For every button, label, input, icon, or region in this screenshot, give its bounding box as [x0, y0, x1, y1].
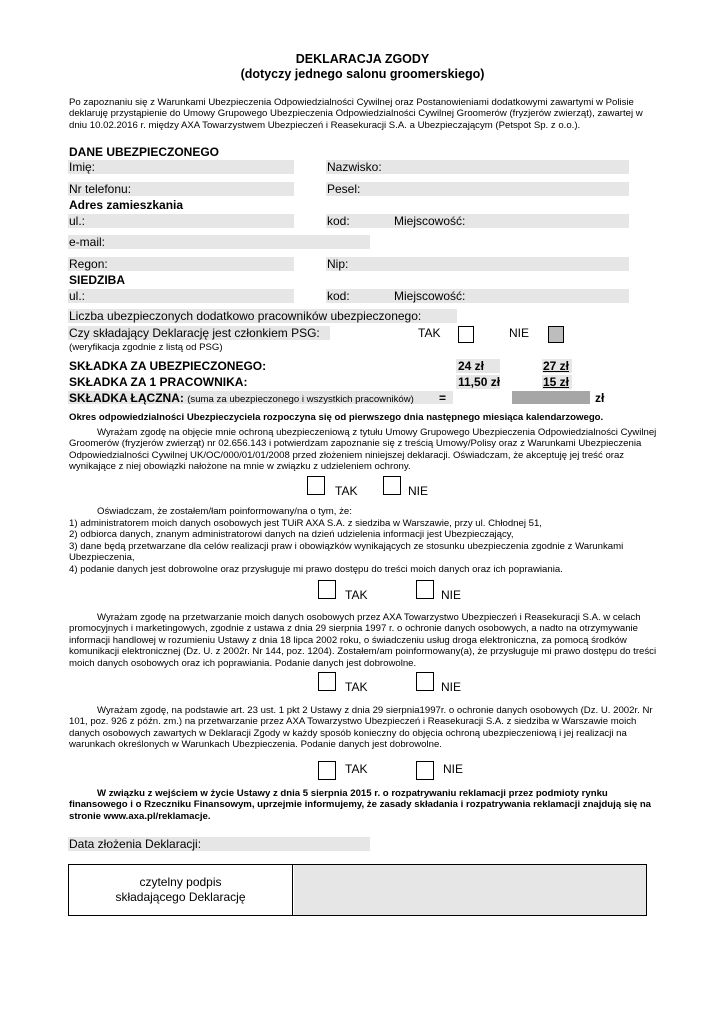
first-name-field[interactable] — [68, 160, 294, 174]
consent-1-text: Wyrażam zgodę na objęcie mnie ochroną ubezpieczeniową z tytułu Umowy Grupowego Ubezpieczenia Odpowiedzialności Cywilnej Groomerów (fryzjerów zwierząt) nr 02.656.143 i potwierdzam zapoznanie się z treścią Umowy/Polisy oraz z Warunkami Ubezpieczenia Odpowiedzialności Cywilnej UK/OC/000/01/01/2008 przed złożeniem niniejszej deklaracji. Oświadczam, że akceptuję jej treść oraz wynikające z niej obowiązki nałożone na mnie w związku z udzieleniem ochrony. — [69, 427, 657, 473]
surname-label: Nazwisko: — [327, 160, 382, 174]
signature-field[interactable] — [294, 865, 646, 915]
consent-3-no-label: NIE — [441, 680, 462, 694]
consent-2-no-label: NIE — [441, 588, 462, 602]
pesel-field[interactable] — [326, 182, 629, 196]
consent-1-no-checkbox[interactable] — [383, 476, 401, 495]
date-label: Data złożenia Deklaracji: — [69, 837, 202, 851]
email-label: e-mail: — [69, 235, 106, 249]
psg-no-label: NIE — [509, 326, 530, 340]
street-label: ul.: — [69, 214, 86, 228]
street-field[interactable] — [68, 214, 294, 228]
consent-4-yes-checkbox[interactable] — [318, 761, 336, 780]
consent-2-yes-label: TAK — [345, 588, 368, 602]
complaints-notice: W związku z wejściem w życie Ustawy z dnia 5 sierpnia 2015 r. o rozpatrywaniu reklamacji przez podmioty rynku finansowego i o Rzeczniku Finansowym, uprzejmie informujemy, że zasady składania i rozpatrywania reklamacji znajdują się na stronie www.axa.pl/reklamacje. — [69, 788, 652, 822]
employees-count-label: Liczba ubezpieczonych dodatkowo pracowników ubezpieczonego: — [69, 309, 422, 323]
consent-3-yes-checkbox[interactable] — [318, 672, 336, 691]
intro-paragraph: Po zapoznaniu się z Warunkami Ubezpieczenia Odpowiedzialności Cywilnej oraz Postanowieniami dodatkowymi zawartymi w Polisie deklaruję przystąpienie do Umowy Grupowego Ubezpieczenia Odpowiedzialności Cywilnej Groomerów (fryzjerów zwierząt), zawartej w dniu 10.02.2016 r. między AXA Towarzystwem Ubezpieczeń i Reasekuracji S.A. a Ubezpieczającym (Petspot Sp. z o.o.). — [69, 97, 643, 131]
address-title: Adres zamieszkania — [69, 198, 184, 212]
nip-field[interactable] — [326, 257, 629, 271]
premium-insured-label: SKŁADKA ZA UBEZPIECZONEGO: — [69, 359, 267, 373]
premium-total-currency: zł — [595, 391, 605, 405]
consent-1-no-label: NIE — [408, 484, 429, 498]
premium-insured-value-2: 27 zł — [543, 359, 570, 373]
consent-1-yes-checkbox[interactable] — [307, 476, 325, 495]
postcode-city-field[interactable] — [326, 214, 629, 228]
premium-total-note: (suma za ubezpieczonego i wszystkich pracowników) — [187, 394, 414, 405]
consent-3-yes-label: TAK — [345, 680, 368, 694]
postcode-label: kod: — [327, 214, 350, 228]
psg-yes-label: TAK — [418, 326, 441, 340]
consent-2-no-checkbox[interactable] — [416, 580, 434, 599]
premium-total-label — [69, 391, 414, 405]
city-label: Miejscowość: — [394, 214, 466, 228]
premium-employee-label: SKŁADKA ZA 1 PRACOWNIKA: — [69, 375, 248, 389]
seat-city-label: Miejscowość: — [394, 289, 466, 303]
psg-no-checkbox[interactable] — [548, 326, 564, 343]
signature-label-line-1: czytelny podpis — [139, 875, 222, 889]
consent-3-text: Wyrażam zgodę na przetwarzanie moich danych osobowych przez AXA Towarzystwo Ubezpieczeń i Reasekuracji S.A. w celach promocyjnych i marketingowych, zgodnie z ustawa z dnia 29 sierpnia 1997 r. o ochronie danych osobowych, a nadto na otrzymywanie informacji handlowej w rozumieniu Ustawy z dnia 18 lipca 2002 roku, o świadczeniu usług droga elektroniczna, za pomocą środków komunikacji elektronicznej (Dz. U. z 2002r. Nr 144, poz. 1204). Zostałem/am poinformowany(a), że przysługuje mi prawo dostępu do treści moich danych osobowych oraz ich poprawiania. Podanie danych jest dobrowolne. — [69, 612, 657, 669]
seat-postcode-label: kod: — [327, 289, 350, 303]
consent-2-item: 4) podanie danych jest dobrowolne oraz przysługuje mi prawo dostępu do treści moich danych oraz ich poprawiania. — [69, 563, 563, 575]
consent-4-no-checkbox[interactable] — [416, 761, 434, 780]
consent-4-text: Wyrażam zgodę, na podstawie art. 23 ust. 1 pkt 2 Ustawy z dnia 29 sierpnia1997r. o ochronie danych osobowych (Dz. U. 2002r. Nr 101, poz. 926 z późn. zm.) na przetwarzanie przez AXA Towarzystwo Ubezpieczeń i Reasekuracji S.A. z siedziba w Warszawie moich danych osobowych zawartych w Deklaracji Zgody w każdy sposób konieczny do objęcia ochroną ubezpieczeniową i jej realizacji na warunkach określonych w Warunkach Ubezpieczenia. Podanie danych jest dobrowolne. — [69, 705, 653, 751]
document-title: DEKLARACJA ZGODY — [295, 52, 430, 66]
consent-1-yes-label: TAK — [335, 484, 358, 498]
consent-2-item: 1) administratorem moich danych osobowych jest TUiR AXA S.A. z siedziba w Warszawie, przy ul. Chłodnej 51, — [69, 518, 542, 529]
seat-street-label: ul.: — [69, 289, 86, 303]
signature-table — [68, 864, 647, 916]
first-name-label: Imię: — [69, 160, 96, 174]
phone-label: Nr telefonu: — [69, 182, 132, 196]
premium-total-equals: = — [439, 391, 447, 405]
consent-4-yes-label: TAK — [345, 762, 368, 776]
signature-label-cell — [69, 865, 293, 915]
period-notice: Okres odpowiedzialności Ubezpieczyciela rozpoczyna się od pierwszego dnia następnego miesiąca kalendarzowego. — [69, 412, 604, 423]
premium-insured-value-1: 24 zł — [458, 359, 485, 373]
consent-3-no-checkbox[interactable] — [416, 672, 434, 691]
psg-note: (weryfikacja zgodnie z listą od PSG) — [69, 342, 223, 353]
premium-employee-value-1: 11,50 zł — [458, 375, 501, 389]
premium-total-title: SKŁADKA ŁĄCZNA: — [69, 391, 184, 405]
consent-2-intro: Oświadczam, że zostałem/łam poinformowany/na o tym, że: — [97, 506, 352, 517]
seat-title: SIEDZIBA — [69, 273, 126, 287]
email-field[interactable] — [68, 235, 370, 249]
consent-2-item: 3) dane będą przetwarzane dla celów realizacji praw i obowiązków wynikających ze stosunku ubezpieczenia zgodnie z Warunkami Ubezpieczenia, — [69, 540, 624, 564]
insured-section-title: DANE UBEZPIECZONEGO — [69, 145, 220, 159]
document-subtitle: (dotyczy jednego salonu groomerskiego) — [240, 67, 485, 81]
consent-4-no-label: NIE — [443, 762, 464, 776]
seat-street-field[interactable] — [68, 289, 294, 303]
seat-postcode-city-field[interactable] — [326, 289, 629, 303]
consent-2-item: 2) odbiorca danych, znanym administratorowi danych na dzień udzielenia informacji jest Ubezpieczający, — [69, 529, 514, 541]
pesel-label: Pesel: — [327, 182, 361, 196]
psg-yes-checkbox[interactable] — [458, 326, 474, 343]
consent-2-yes-checkbox[interactable] — [318, 580, 336, 599]
regon-label: Regon: — [69, 257, 108, 271]
premium-employee-value-2: 15 zł — [543, 375, 570, 389]
signature-label-line-2: składającego Deklarację — [115, 890, 246, 904]
premium-total-field[interactable] — [512, 391, 590, 404]
nip-label: Nip: — [327, 257, 349, 271]
psg-question-label: Czy składający Deklarację jest członkiem PSG: — [69, 326, 320, 340]
consent-2-list — [69, 518, 657, 575]
